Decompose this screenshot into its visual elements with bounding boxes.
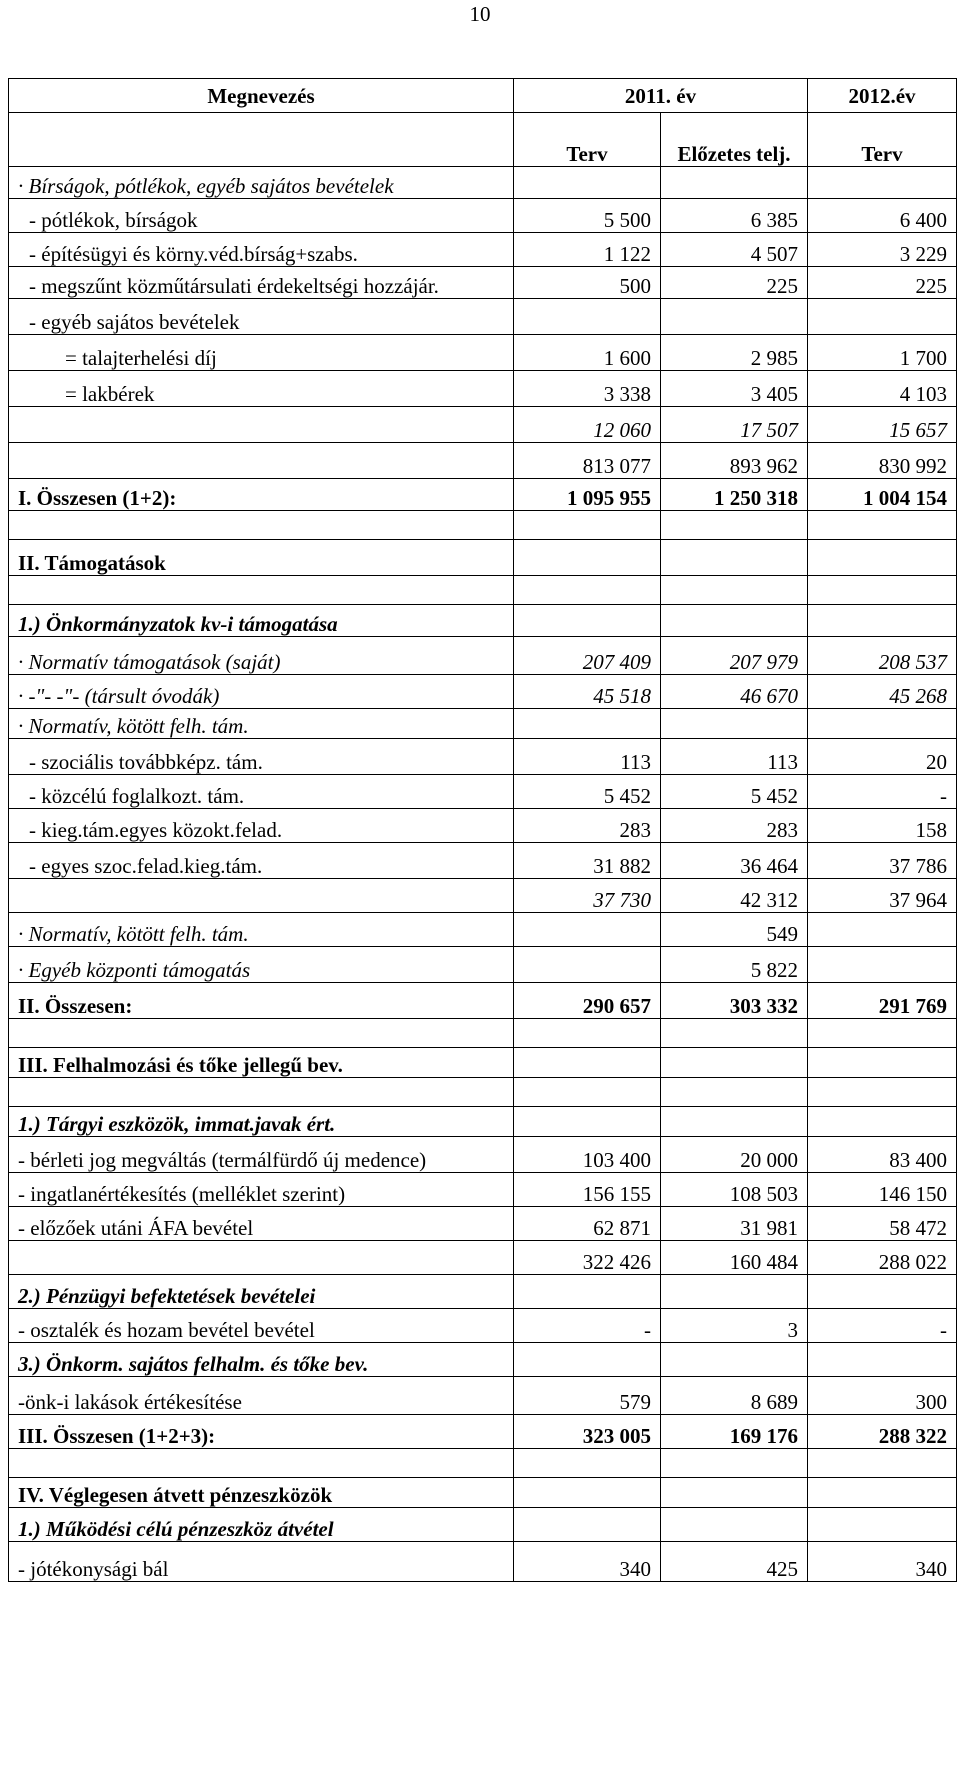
header-elozetes: Előzetes telj. bbox=[661, 113, 808, 167]
value-2011-terv: 37 730 bbox=[514, 879, 661, 913]
table-row bbox=[9, 371, 957, 407]
total-row bbox=[9, 1415, 957, 1449]
row-label: - megszűnt közműtársulati érdekeltségi hozzájár. bbox=[9, 267, 514, 299]
value-2011-elozetes: 225 bbox=[661, 267, 808, 299]
value-2011-elozetes: 3 405 bbox=[661, 371, 808, 407]
value-2012-terv: 225 bbox=[808, 267, 957, 299]
value-2012-terv: 288 322 bbox=[808, 1415, 957, 1449]
value-2011-elozetes: 8 689 bbox=[661, 1377, 808, 1415]
value-2011-terv: - bbox=[514, 1309, 661, 1343]
table-row bbox=[9, 1207, 957, 1241]
value-2011-terv: 283 bbox=[514, 809, 661, 843]
row-label bbox=[9, 407, 514, 443]
budget-table bbox=[8, 78, 957, 1582]
row-label: - egyes szoc.felad.kieg.tám. bbox=[9, 843, 514, 879]
row-label: · -"- -"- (társult óvodák) bbox=[9, 675, 514, 709]
header-row-sub bbox=[9, 113, 957, 167]
row-label: 2.) Pénzügyi befektetések bevételei bbox=[9, 1275, 514, 1309]
row-label: · Egyéb központi támogatás bbox=[9, 947, 514, 983]
value-2011-elozetes: 20 000 bbox=[661, 1137, 808, 1173]
header-year-2012: 2012.év bbox=[808, 79, 957, 113]
header-year-2011: 2011. év bbox=[514, 79, 808, 113]
table-row bbox=[9, 1377, 957, 1415]
value-2012-terv: 20 bbox=[808, 739, 957, 775]
row-label: · Normatív, kötött felh. tám. bbox=[9, 709, 514, 739]
value-2011-terv: 1 600 bbox=[514, 335, 661, 371]
value-2011-terv: 290 657 bbox=[514, 983, 661, 1019]
row-label: = talajterhelési díj bbox=[9, 335, 514, 371]
spacer-row bbox=[9, 576, 957, 605]
row-label: 1.) Tárgyi eszközök, immat.javak ért. bbox=[9, 1107, 514, 1137]
row-label: - jótékonysági bál bbox=[9, 1542, 514, 1582]
value-2012-terv: 158 bbox=[808, 809, 957, 843]
value-2011-terv: 579 bbox=[514, 1377, 661, 1415]
value-2011-elozetes: 6 385 bbox=[661, 199, 808, 233]
value-2012-terv: 830 992 bbox=[808, 443, 957, 479]
row-label: - osztalék és hozam bevétel bevétel bbox=[9, 1309, 514, 1343]
table-row bbox=[9, 167, 957, 199]
value-2012-terv: - bbox=[808, 1309, 957, 1343]
value-2012-terv: 291 769 bbox=[808, 983, 957, 1019]
subtotal-row bbox=[9, 407, 957, 443]
value-2011-terv: 5 500 bbox=[514, 199, 661, 233]
value-2011-terv: 323 005 bbox=[514, 1415, 661, 1449]
value-2011-terv bbox=[514, 299, 661, 335]
table-row bbox=[9, 843, 957, 879]
row-label: - ingatlanértékesítés (melléklet szerint) bbox=[9, 1173, 514, 1207]
row-label: - bérleti jog megváltás (termálfürdő új medence) bbox=[9, 1137, 514, 1173]
section-heading-row bbox=[9, 1478, 957, 1508]
row-label: -önk-i lakások értékesítése bbox=[9, 1377, 514, 1415]
header-terv-2011: Terv bbox=[514, 113, 661, 167]
table-row bbox=[9, 335, 957, 371]
table-row bbox=[9, 1173, 957, 1207]
value-2012-terv: 83 400 bbox=[808, 1137, 957, 1173]
value-2012-terv bbox=[808, 947, 957, 983]
table-row bbox=[9, 1542, 957, 1582]
value-2012-terv: 58 472 bbox=[808, 1207, 957, 1241]
value-2011-elozetes: 169 176 bbox=[661, 1415, 808, 1449]
row-label: - szociális továbbképz. tám. bbox=[9, 739, 514, 775]
row-label: III. Összesen (1+2+3): bbox=[9, 1415, 514, 1449]
value-2011-terv bbox=[514, 947, 661, 983]
row-label bbox=[9, 879, 514, 913]
row-label: · Normatív, kötött felh. tám. bbox=[9, 913, 514, 947]
value-2011-elozetes: 46 670 bbox=[661, 675, 808, 709]
value-2012-terv: 37 964 bbox=[808, 879, 957, 913]
value-2011-terv: 45 518 bbox=[514, 675, 661, 709]
row-label: = lakbérek bbox=[9, 371, 514, 407]
header-terv-2012: Terv bbox=[808, 113, 957, 167]
row-label: I. Összesen (1+2): bbox=[9, 479, 514, 511]
row-label: - kieg.tám.egyes közokt.felad. bbox=[9, 809, 514, 843]
value-2011-elozetes: 31 981 bbox=[661, 1207, 808, 1241]
value-2012-terv: 4 103 bbox=[808, 371, 957, 407]
total-row bbox=[9, 479, 957, 511]
row-label bbox=[9, 1241, 514, 1275]
value-2012-terv bbox=[808, 167, 957, 199]
table-row bbox=[9, 1508, 957, 1542]
value-2011-terv: 103 400 bbox=[514, 1137, 661, 1173]
table-row bbox=[9, 947, 957, 983]
value-2012-terv: 288 022 bbox=[808, 1241, 957, 1275]
table-row bbox=[9, 913, 957, 947]
value-2012-terv: 208 537 bbox=[808, 637, 957, 675]
row-label bbox=[9, 443, 514, 479]
subtotal-row bbox=[9, 879, 957, 913]
value-2012-terv: 45 268 bbox=[808, 675, 957, 709]
row-label: · Bírságok, pótlékok, egyéb sajátos bevételek bbox=[9, 167, 514, 199]
value-2012-terv: - bbox=[808, 775, 957, 809]
section-heading-row bbox=[9, 1048, 957, 1078]
row-label: · Normatív támogatások (saját) bbox=[9, 637, 514, 675]
table-row bbox=[9, 267, 957, 299]
value-2011-elozetes bbox=[661, 299, 808, 335]
value-2011-terv: 500 bbox=[514, 267, 661, 299]
row-label: - pótlékok, bírságok bbox=[9, 199, 514, 233]
header-megnevezes: Megnevezés bbox=[9, 79, 514, 113]
table-row bbox=[9, 637, 957, 675]
value-2011-elozetes: 5 452 bbox=[661, 775, 808, 809]
value-2011-elozetes: 3 bbox=[661, 1309, 808, 1343]
value-2011-terv: 3 338 bbox=[514, 371, 661, 407]
value-2012-terv: 37 786 bbox=[808, 843, 957, 879]
table-row bbox=[9, 675, 957, 709]
section-heading: II. Támogatások bbox=[9, 540, 514, 576]
value-2011-elozetes: 42 312 bbox=[661, 879, 808, 913]
spacer-row bbox=[9, 511, 957, 540]
value-2011-terv: 62 871 bbox=[514, 1207, 661, 1241]
section-heading: III. Felhalmozási és tőke jellegű bev. bbox=[9, 1048, 514, 1078]
total-row bbox=[9, 983, 957, 1019]
value-2012-terv: 146 150 bbox=[808, 1173, 957, 1207]
value-2011-elozetes: 160 484 bbox=[661, 1241, 808, 1275]
table-row bbox=[9, 709, 957, 739]
value-2011-elozetes: 108 503 bbox=[661, 1173, 808, 1207]
row-label: - egyéb sajátos bevételek bbox=[9, 299, 514, 335]
value-2011-elozetes: 207 979 bbox=[661, 637, 808, 675]
value-2011-terv: 113 bbox=[514, 739, 661, 775]
value-2011-terv: 31 882 bbox=[514, 843, 661, 879]
value-2011-terv bbox=[514, 913, 661, 947]
value-2011-elozetes: 549 bbox=[661, 913, 808, 947]
value-2011-terv: 340 bbox=[514, 1542, 661, 1582]
value-2012-terv bbox=[808, 299, 957, 335]
table-row bbox=[9, 1137, 957, 1173]
page-number: 10 bbox=[469, 2, 491, 26]
value-2011-elozetes: 17 507 bbox=[661, 407, 808, 443]
value-2011-terv: 207 409 bbox=[514, 637, 661, 675]
value-2011-elozetes: 283 bbox=[661, 809, 808, 843]
table-row bbox=[9, 233, 957, 267]
table-row bbox=[9, 1343, 957, 1377]
row-label: 3.) Önkorm. sajátos felhalm. és tőke bev. bbox=[9, 1343, 514, 1377]
section-heading-row bbox=[9, 540, 957, 576]
value-2011-elozetes: 425 bbox=[661, 1542, 808, 1582]
table-row bbox=[9, 1309, 957, 1343]
value-2012-terv: 6 400 bbox=[808, 199, 957, 233]
value-2012-terv: 300 bbox=[808, 1377, 957, 1415]
value-2011-terv: 813 077 bbox=[514, 443, 661, 479]
value-2012-terv: 3 229 bbox=[808, 233, 957, 267]
value-2012-terv: 15 657 bbox=[808, 407, 957, 443]
value-2011-elozetes: 893 962 bbox=[661, 443, 808, 479]
value-2011-elozetes: 2 985 bbox=[661, 335, 808, 371]
spacer-row bbox=[9, 1078, 957, 1107]
value-2011-elozetes: 36 464 bbox=[661, 843, 808, 879]
row-label: 1.) Önkormányzatok kv-i támogatása bbox=[9, 605, 514, 637]
value-2011-terv: 5 452 bbox=[514, 775, 661, 809]
value-2011-elozetes: 113 bbox=[661, 739, 808, 775]
row-label: - építésügyi és körny.véd.bírság+szabs. bbox=[9, 233, 514, 267]
value-2011-terv: 12 060 bbox=[514, 407, 661, 443]
value-2011-elozetes: 1 250 318 bbox=[661, 479, 808, 511]
value-2011-elozetes: 5 822 bbox=[661, 947, 808, 983]
value-2011-terv: 1 122 bbox=[514, 233, 661, 267]
subtotal-row bbox=[9, 1241, 957, 1275]
value-2011-terv: 1 095 955 bbox=[514, 479, 661, 511]
row-label: II. Összesen: bbox=[9, 983, 514, 1019]
value-2011-elozetes: 303 332 bbox=[661, 983, 808, 1019]
table-row bbox=[9, 775, 957, 809]
value-2011-elozetes: 4 507 bbox=[661, 233, 808, 267]
value-2012-terv: 1 700 bbox=[808, 335, 957, 371]
value-2011-elozetes bbox=[661, 167, 808, 199]
value-2012-terv: 340 bbox=[808, 1542, 957, 1582]
subtotal-row bbox=[9, 443, 957, 479]
table-row bbox=[9, 809, 957, 843]
table-row bbox=[9, 1107, 957, 1137]
value-2011-terv: 156 155 bbox=[514, 1173, 661, 1207]
value-2011-terv bbox=[514, 167, 661, 199]
header-empty-cell bbox=[9, 113, 514, 167]
spacer-row bbox=[9, 1449, 957, 1478]
table-row bbox=[9, 199, 957, 233]
section-heading: IV. Véglegesen átvett pénzeszközök bbox=[9, 1478, 514, 1508]
row-label: - közcélú foglalkozt. tám. bbox=[9, 775, 514, 809]
value-2012-terv bbox=[808, 913, 957, 947]
row-label: 1.) Működési célú pénzeszköz átvétel bbox=[9, 1508, 514, 1542]
table-row bbox=[9, 1275, 957, 1309]
value-2011-terv: 322 426 bbox=[514, 1241, 661, 1275]
spacer-row bbox=[9, 1019, 957, 1048]
row-label: - előzőek utáni ÁFA bevétel bbox=[9, 1207, 514, 1241]
header-row-years bbox=[9, 79, 957, 113]
table-row bbox=[9, 605, 957, 637]
table-row bbox=[9, 739, 957, 775]
table-row bbox=[9, 299, 957, 335]
value-2012-terv: 1 004 154 bbox=[808, 479, 957, 511]
